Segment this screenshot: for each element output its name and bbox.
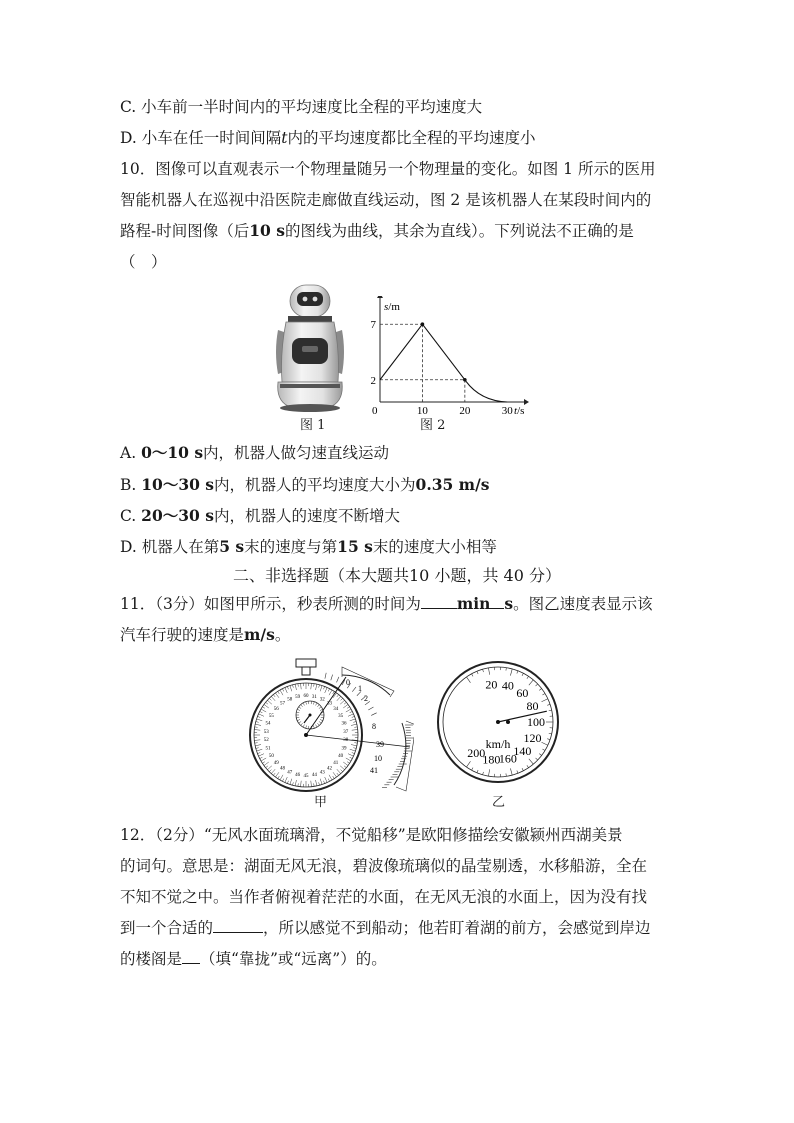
second-numeral: 36	[341, 721, 347, 727]
option-d-time1: 5 s	[219, 537, 245, 556]
q12-text-2: ，所以感觉不到船动；他若盯着湖的前方，会感觉到岸边	[263, 919, 651, 937]
second-numeral: 55	[268, 714, 274, 719]
blank-seconds	[490, 594, 504, 609]
y-axis-label-unit: /m	[388, 301, 400, 313]
q10-line3-b: 10 s	[249, 221, 285, 240]
q11-line2	[120, 625, 290, 645]
magnified-tick-top	[368, 707, 373, 710]
second-numeral: 39	[341, 746, 347, 752]
speedometer-figure	[434, 660, 564, 790]
second-numeral: 42	[327, 766, 333, 772]
speed-numeral: 140	[513, 744, 532, 759]
option-d-text: D. 机器人在第	[120, 538, 220, 556]
option-b-value: 0.35 m/s	[415, 475, 490, 494]
magnified-label: 10	[374, 754, 382, 763]
q12-line2: 的词句。意思是：湖面无风无浪，碧波像琉璃似的晶莹剔透，水移船游，全在	[120, 857, 648, 875]
q10-line2: 智能机器人在巡视中沿医院走廊做直线运动，图 2 是该机器人在某段时间内的	[120, 191, 652, 209]
x-axis-label-unit: /s	[517, 405, 525, 416]
option-b-label: B.	[120, 476, 142, 494]
caption-jia: 甲	[314, 795, 328, 810]
magnified-tick-top	[352, 687, 356, 692]
gauge-dot	[506, 720, 510, 724]
fig2-caption: 图 2	[420, 418, 446, 433]
q12-line3: 不知不觉之中。当作者俯视着茫茫的水面，在无风无浪的水面上，因为没有找	[120, 888, 648, 906]
q10-line3-c: 的图线为曲线，其余为直线）。下列说法不正确的是	[284, 222, 634, 240]
second-numeral: 43	[319, 770, 325, 776]
crown-stem	[302, 667, 310, 675]
second-numeral: 40	[338, 754, 344, 759]
unit-min: min	[456, 594, 491, 613]
needle-pivot	[496, 720, 500, 724]
speed-numeral: 180	[482, 752, 501, 767]
magnified-tick-top	[325, 673, 326, 679]
second-numeral: 59	[295, 694, 301, 700]
q12-line5	[120, 949, 387, 969]
q10-option-c	[120, 506, 400, 526]
speed-numeral: 200	[467, 746, 486, 761]
variable-t: t	[281, 129, 288, 147]
second-numeral: 53	[263, 729, 269, 735]
blank-direction	[182, 949, 200, 964]
q12-text-3: 的楼阁是	[120, 950, 183, 968]
fig1-caption: 图 1	[300, 418, 326, 433]
y-axis-arrow	[377, 296, 383, 298]
speed-numeral: 100	[527, 715, 545, 729]
option-a-label: A.	[120, 444, 142, 462]
option-a-text: 内，机器人做匀速直线运动	[203, 444, 390, 462]
option-c-label: C.	[120, 507, 142, 525]
second-numeral: 32	[319, 697, 325, 703]
y-axis-label	[384, 301, 400, 313]
data-point	[421, 322, 425, 326]
q10-answer-paren: （ ）	[120, 253, 167, 271]
speed-numeral: 80	[526, 698, 539, 713]
series-segment	[380, 324, 422, 380]
q11-text-4: 。	[274, 626, 291, 644]
q9-option-d	[120, 128, 535, 148]
second-numeral: 49	[273, 760, 279, 766]
x-axis-label-var: t	[514, 405, 518, 416]
second-numeral: 34	[333, 707, 339, 713]
second-numeral: 35	[338, 714, 344, 719]
speed-numeral: 160	[498, 751, 517, 766]
option-c-range: 20～30 s	[141, 506, 214, 525]
q11-text: 11．（3分）如图甲所示，秒表所测的时间为	[120, 595, 421, 613]
second-numeral: 41	[333, 760, 339, 766]
option-d-text-2: 末的速度与第	[244, 538, 338, 556]
option-d-time2: 15 s	[337, 537, 373, 556]
option-d-text-3: 末的速度大小相等	[372, 538, 497, 556]
second-numeral: 60	[303, 694, 309, 699]
caption-yi: 乙	[492, 795, 506, 810]
second-numeral: 56	[273, 707, 279, 713]
magnified-tick-top	[331, 675, 333, 681]
x-axis-arrow	[524, 399, 529, 405]
speed-numeral: 40	[501, 678, 514, 693]
unit-mps: m/s	[244, 625, 275, 644]
magnified-label: 8	[372, 722, 376, 731]
speedometer-unit: km/h	[485, 737, 511, 751]
magnified-label: 1	[358, 684, 362, 693]
option-b-text: 内，机器人的平均速度大小为	[214, 476, 416, 494]
q10-line3-a: 路程-时间图像（后	[120, 222, 250, 240]
second-numeral: 54	[265, 721, 271, 727]
second-numeral: 44	[311, 773, 317, 779]
robot-illustration	[272, 282, 348, 414]
blank-reference	[213, 918, 263, 933]
q12-line4	[120, 918, 651, 938]
q12-line1: 12．（2分）“无风水面琉璃滑，不觉船移”是欧阳修描绘安徽颍州西湖美景	[120, 826, 623, 844]
magnified-label: 41	[370, 766, 378, 775]
q10-line3	[120, 221, 634, 241]
y-tick-label: 2	[370, 374, 376, 387]
series-segment	[422, 324, 464, 380]
second-numeral: 50	[268, 754, 274, 759]
magnified-label: 39	[376, 740, 384, 749]
series-curve	[465, 380, 507, 402]
stopwatch-figure	[244, 653, 414, 793]
second-numeral: 48	[279, 766, 285, 772]
magnified-arc-right	[394, 723, 406, 785]
second-numeral: 58	[287, 697, 293, 703]
x-tick-label: 20	[459, 405, 471, 416]
x-tick-label: 10	[416, 405, 428, 416]
q12-text-4: （填“靠拢”或“远离”）的。	[200, 950, 387, 968]
x-tick-label: 0	[372, 405, 378, 416]
data-point	[463, 378, 467, 382]
second-numeral: 51	[265, 746, 271, 752]
q10-option-a	[120, 443, 389, 463]
speed-numeral: 20	[485, 677, 498, 692]
unit-s: s	[504, 594, 514, 613]
second-numeral: 37	[343, 729, 349, 735]
minute-pivot	[309, 714, 312, 717]
x-tick-label: 30	[501, 405, 513, 416]
q10-option-d	[120, 537, 497, 557]
q10-line1: 10．图像可以直观表示一个物理量随另一个物理量的变化。如图 1 所示的医用	[120, 160, 656, 178]
st-graph	[362, 296, 532, 416]
y-tick-label: 7	[370, 319, 376, 332]
q11-text-2: 。图乙速度表显示该	[513, 595, 653, 613]
q9-option-d-text-2: 内的平均速度都比全程的平均速度小	[287, 129, 536, 147]
option-c-text: 内，机器人的速度不断增大	[213, 507, 400, 525]
speed-numeral: 120	[523, 731, 542, 746]
q9-option-c: C. 小车前一半时间内的平均速度比全程的平均速度大	[120, 98, 483, 116]
second-numeral: 45	[303, 774, 309, 779]
magnified-tick-top	[337, 677, 339, 683]
q12-text: 到一个合适的	[120, 919, 214, 937]
speed-numeral: 60	[516, 685, 529, 700]
crown-button	[296, 659, 316, 667]
second-numeral: 52	[263, 738, 269, 744]
second-numeral: 47	[287, 770, 293, 776]
option-a-range: 0～10 s	[141, 443, 204, 462]
second-numeral: 31	[311, 694, 317, 700]
magnified-tick-top	[371, 713, 376, 716]
second-numeral: 57	[279, 701, 285, 707]
q9-option-d-text: D. 小车在任一时间间隔	[120, 129, 282, 147]
y-axis-label-var: s	[384, 301, 389, 313]
q11-text-3: 汽车行驶的速度是	[120, 626, 245, 644]
q11-line1	[120, 594, 653, 614]
magnified-label: 0	[346, 678, 350, 687]
blank-minutes	[421, 594, 457, 609]
second-numeral: 33	[327, 701, 333, 707]
second-numeral: 46	[295, 773, 301, 779]
x-axis-label	[514, 405, 524, 416]
magnified-label: 2	[364, 694, 368, 703]
section-heading: 二、非选择题（本大题共10 小题，共 40 分）	[233, 566, 561, 585]
second-numeral: 38	[343, 738, 349, 744]
option-b-range: 10～30 s	[141, 475, 215, 494]
q10-option-b	[120, 475, 489, 495]
